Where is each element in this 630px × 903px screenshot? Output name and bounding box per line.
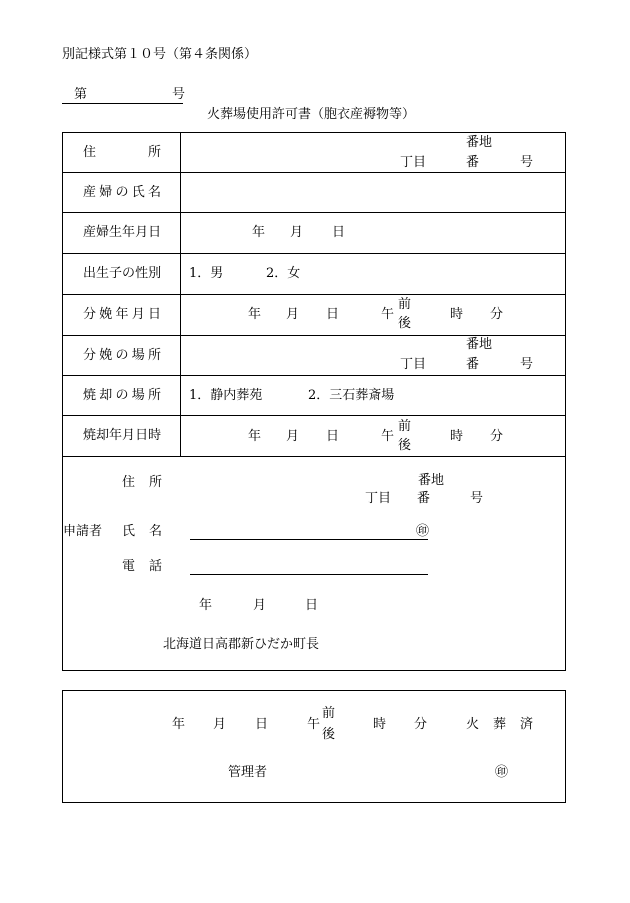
label-char: 葬	[492, 717, 506, 732]
label-char: 却	[99, 387, 113, 403]
label-char: 時	[148, 428, 162, 443]
label-char: 所	[147, 387, 161, 403]
delivery-place-chome: 丁目	[400, 357, 427, 372]
permit-table	[62, 132, 566, 671]
label-char: 場	[131, 347, 145, 363]
applicant-address-banchi: 番地	[418, 473, 445, 488]
permit-number-suffix: 号	[172, 87, 186, 102]
cremation-pm: 後	[398, 438, 412, 453]
delivery-pm: 後	[398, 316, 412, 331]
label-char: 名	[147, 184, 161, 200]
label-char: の	[115, 347, 129, 363]
label-char: の	[122, 266, 136, 281]
label-char: 却	[96, 428, 110, 443]
label-char: 氏	[131, 184, 145, 200]
label-cell-delivery-place	[63, 336, 181, 375]
row-address	[63, 133, 565, 173]
delivery-hour: 時	[450, 307, 464, 322]
label-char: 住	[83, 144, 97, 160]
label-char: 名	[148, 524, 162, 539]
label-char: 婦	[96, 225, 110, 240]
completion-hour: 時	[373, 717, 387, 732]
applicant-section	[63, 457, 565, 670]
label-cell-mother-name	[63, 173, 181, 212]
mother-birth-year: 年	[252, 225, 266, 240]
issuer-title: 北海道日高郡新ひだか町長	[163, 637, 320, 652]
form-reference: 別記様式第１０号（第４条関係）	[62, 47, 258, 62]
cremation-noon: 午	[381, 429, 395, 444]
cremation-completion-box	[62, 690, 566, 803]
applicant-address-ban: 番	[417, 491, 431, 506]
applicant-name-label	[122, 525, 162, 539]
label-cremation-place	[83, 389, 161, 403]
cremation-done-label	[466, 718, 533, 732]
label-char: 別	[148, 266, 162, 281]
mother-birth-day: 日	[332, 225, 346, 240]
label-char: 分	[83, 307, 97, 322]
row-mother-birth	[63, 213, 565, 254]
delivery-place-banchi: 番地	[466, 337, 493, 352]
applicant-role-label: 申請者	[63, 524, 103, 539]
label-cell-address	[63, 133, 181, 172]
completion-am: 前	[322, 706, 336, 721]
label-address	[83, 146, 161, 160]
document-title: 火葬場使用許可書（胞衣産褥物等）	[207, 107, 416, 122]
cremation-day: 日	[326, 429, 340, 444]
row-delivery-datetime	[63, 295, 565, 336]
address-go: 号	[520, 155, 534, 170]
manager-seal-mark: ㊞	[495, 765, 509, 780]
delivery-place-go: 号	[520, 357, 534, 372]
label-char: 年	[115, 307, 129, 322]
address-ban: 番	[466, 155, 480, 170]
cremation-month: 月	[286, 429, 300, 444]
label-char: の	[115, 387, 129, 403]
delivery-minute: 分	[490, 307, 504, 322]
label-char: 電	[122, 559, 136, 574]
child-sex-option-male: 1．男	[189, 266, 224, 281]
application-day: 日	[305, 598, 319, 613]
label-char: 産	[83, 225, 97, 240]
label-char: 月	[122, 428, 136, 443]
label-cell-cremation-datetime	[63, 416, 181, 456]
cremation-place-option-1: 1．静内葬苑	[189, 388, 263, 403]
permit-number-line	[62, 86, 186, 104]
label-char: の	[115, 184, 129, 200]
label-mother-name	[83, 186, 161, 200]
label-mother-birth	[83, 226, 161, 240]
label-char: 日	[147, 307, 161, 322]
label-char: 婦	[99, 184, 113, 200]
applicant-seal-mark: ㊞	[416, 524, 430, 539]
label-char: 住	[122, 475, 136, 490]
label-cell-delivery-datetime	[63, 295, 181, 335]
label-char: 子	[109, 266, 123, 281]
delivery-year: 年	[248, 307, 262, 322]
label-char: 焼	[83, 387, 97, 403]
label-char: 話	[148, 559, 162, 574]
label-char: 焼	[83, 428, 97, 443]
application-year: 年	[199, 598, 213, 613]
label-char: 氏	[122, 524, 136, 539]
label-char: 所	[147, 347, 161, 363]
completion-day: 日	[255, 717, 269, 732]
delivery-noon: 午	[381, 307, 395, 322]
applicant-phone-line	[190, 574, 428, 575]
label-char: 年	[122, 225, 136, 240]
label-char: 年	[109, 428, 123, 443]
address-chome: 丁目	[400, 155, 427, 170]
label-delivery-datetime	[83, 308, 161, 322]
completion-month: 月	[213, 717, 227, 732]
permit-number-prefix: 第	[74, 87, 88, 102]
label-char: 生	[96, 266, 110, 281]
applicant-phone-label	[122, 560, 162, 574]
applicant-address-chome: 丁目	[365, 491, 392, 506]
cremation-minute: 分	[490, 429, 504, 444]
row-cremation-datetime	[63, 416, 565, 457]
label-char: 産	[83, 184, 97, 200]
manager-label: 管理者	[228, 765, 268, 780]
row-cremation-place	[63, 376, 565, 416]
address-banchi: 番地	[466, 135, 493, 150]
applicant-address-label	[122, 476, 162, 490]
applicant-name-line	[190, 539, 428, 540]
application-month: 月	[253, 598, 267, 613]
mother-birth-month: 月	[290, 225, 304, 240]
label-char: 日	[135, 428, 149, 443]
row-child-sex	[63, 254, 565, 295]
cremation-year: 年	[248, 429, 262, 444]
label-char: 分	[83, 347, 97, 363]
applicant-address-go: 号	[470, 491, 484, 506]
completion-minute: 分	[414, 717, 428, 732]
label-char: 所	[148, 475, 162, 490]
delivery-day: 日	[326, 307, 340, 322]
label-child-sex	[83, 267, 161, 281]
label-char: 火	[466, 717, 480, 732]
cremation-am: 前	[398, 419, 412, 434]
label-cell-cremation-place	[63, 376, 181, 415]
label-char: 月	[131, 307, 145, 322]
label-char: 娩	[99, 347, 113, 363]
delivery-month: 月	[286, 307, 300, 322]
label-cell-mother-birth	[63, 213, 181, 253]
label-cell-child-sex	[63, 254, 181, 294]
completion-year: 年	[172, 717, 186, 732]
label-cremation-datetime	[83, 429, 161, 443]
child-sex-option-female: 2．女	[266, 266, 301, 281]
cremation-place-option-2: 2．三石葬斎場	[308, 388, 395, 403]
label-char: 娩	[99, 307, 113, 322]
completion-noon: 午	[307, 717, 321, 732]
cremation-hour: 時	[450, 429, 464, 444]
label-delivery-place	[83, 349, 161, 363]
label-char: 済	[519, 717, 533, 732]
label-char: 場	[131, 387, 145, 403]
delivery-am: 前	[398, 297, 412, 312]
label-char: 生	[109, 225, 123, 240]
row-delivery-place	[63, 336, 565, 376]
label-char: 日	[148, 225, 162, 240]
completion-pm: 後	[322, 727, 336, 742]
row-mother-name	[63, 173, 565, 213]
label-char: 月	[135, 225, 149, 240]
label-char: 所	[147, 144, 161, 160]
label-char: 性	[135, 266, 149, 281]
label-char: 出	[83, 266, 97, 281]
delivery-place-ban: 番	[466, 357, 480, 372]
